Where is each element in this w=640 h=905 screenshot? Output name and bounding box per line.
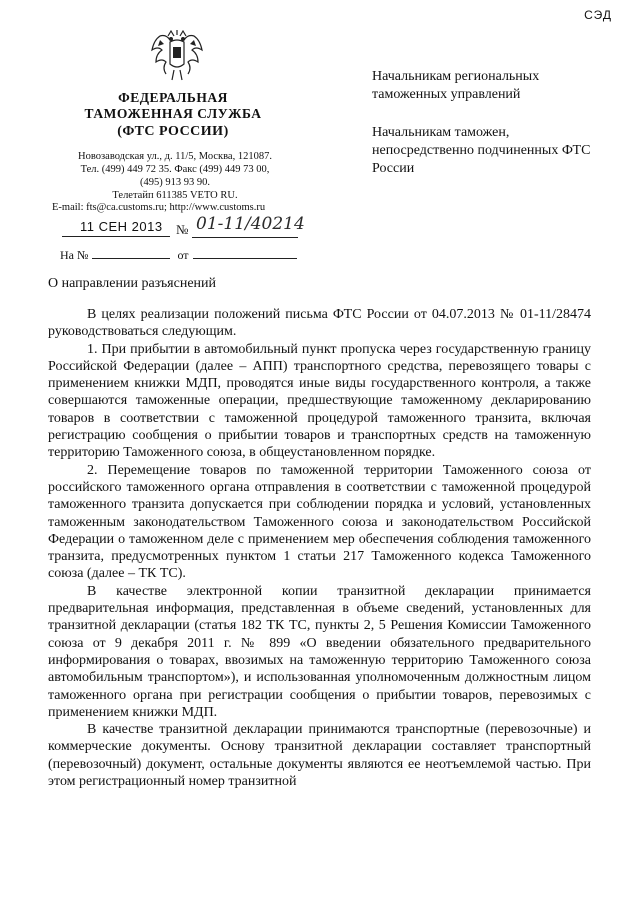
contact-block (52, 150, 298, 202)
recipient-customs-heads: Начальникам таможен, непосредственно подчиненных ФТС России (372, 125, 591, 176)
date-underline (62, 236, 170, 237)
teletype-line: Телетайп 611385 VETO RU. (112, 190, 238, 201)
paragraph-electronic-copy: В качестве электронной копии транзитной декларации принимается предварительная информация, представленная в объеме сведений, установленных для транзитной декларации (статья 182 ТК ТС, пункты 2, 5 Решения Комиссии Таможенного союза от 9 декабря 2011 г. № 899 «О введении обязательного предварительного информирования о товарах, ввозимых на таможенную территорию Таможенного союза автомобильным транспортом»), и использованная уполномоченным должностным лицом таможенного органа при регистрации сообщения о прибытии товаров, перевозимых с применением книжки МДП. (48, 583, 591, 720)
reply-reference-line (60, 248, 297, 263)
number-underline (192, 237, 298, 238)
number-label: № (176, 222, 189, 237)
reply-number-label: На № (60, 248, 89, 262)
phone-line: Тел. (499) 449 72 35. Факс (499) 449 73 00, (80, 164, 270, 175)
org-name-line-2: ТАМОЖЕННАЯ СЛУЖБА (84, 106, 262, 121)
address-line: Новозаводская ул., д. 11/5, Москва, 121087. (78, 151, 272, 162)
org-name-line-1: ФЕДЕРАЛЬНАЯ (118, 90, 228, 105)
sed-stamp: СЭД (584, 8, 612, 22)
reply-number-blank (92, 248, 170, 259)
reply-from-label: от (177, 248, 189, 262)
paragraph-item-2: 2. Перемещение товаров по таможенной территории Таможенного союза от российского таможенного органа отправления в соответствии с таможенной процедурой таможенного транзита допускается при соблюдении порядка и условий, установленных таможенным законодательством Таможенного союза и законодательством Российской Федерации о таможенном деле с применением мер обеспечения соблюдения таможенного транзита, предусмотренных пунктом 1 статьи 217 Таможенного кодекса Таможенного союза (далее – ТК ТС). (48, 462, 591, 582)
org-abbreviation: (ФТС РОССИИ) (117, 124, 229, 139)
coat-of-arms-emblem (148, 28, 206, 84)
phone-line-2: (495) 913 93 90. (140, 177, 210, 188)
paragraph-transit-declaration: В качестве транзитной декларации принимаются транспортные (перевозочные) и коммерческие документы. Основу транзитной декларации составляет транспортный (перевозочный) документ, остальные документы являются ее неотъемлемой частью. При этом регистрационный номер транзитной (48, 722, 591, 790)
letter-subject: О направлении разъяснений (48, 276, 217, 291)
paragraph-item-1: 1. При прибытии в автомобильный пункт пропуска через государственную границу Российской Федерации (далее – АПП) транспортного средства, перевозящего товары с применением книжки МДП, проводятся иные виды государственного контроля, а также совершаются таможенные операции, предшествующие таможенному декларированию товаров в соответствии с таможенной процедурой таможенного транзита, включая регистрацию сообщения о прибытии товаров и транспортных средств на таможенную территорию Таможенного союза, в общеустановленном порядке. (48, 341, 591, 461)
letter-body (48, 306, 591, 790)
reply-date-blank (193, 248, 297, 259)
recipient-regional-directorates: Начальникам региональных таможенных управлений (372, 69, 540, 102)
document-date: 11 СЕН 2013 (80, 219, 163, 234)
email-line: E-mail: fts@ca.customs.ru; http://www.customs.ru (52, 202, 266, 213)
paragraph-intro: В целях реализации положений письма ФТС России от 04.07.2013 № 01-11/28474 руководствоваться следующим. (48, 307, 591, 340)
outgoing-number: 01-11/40214 (196, 214, 305, 234)
